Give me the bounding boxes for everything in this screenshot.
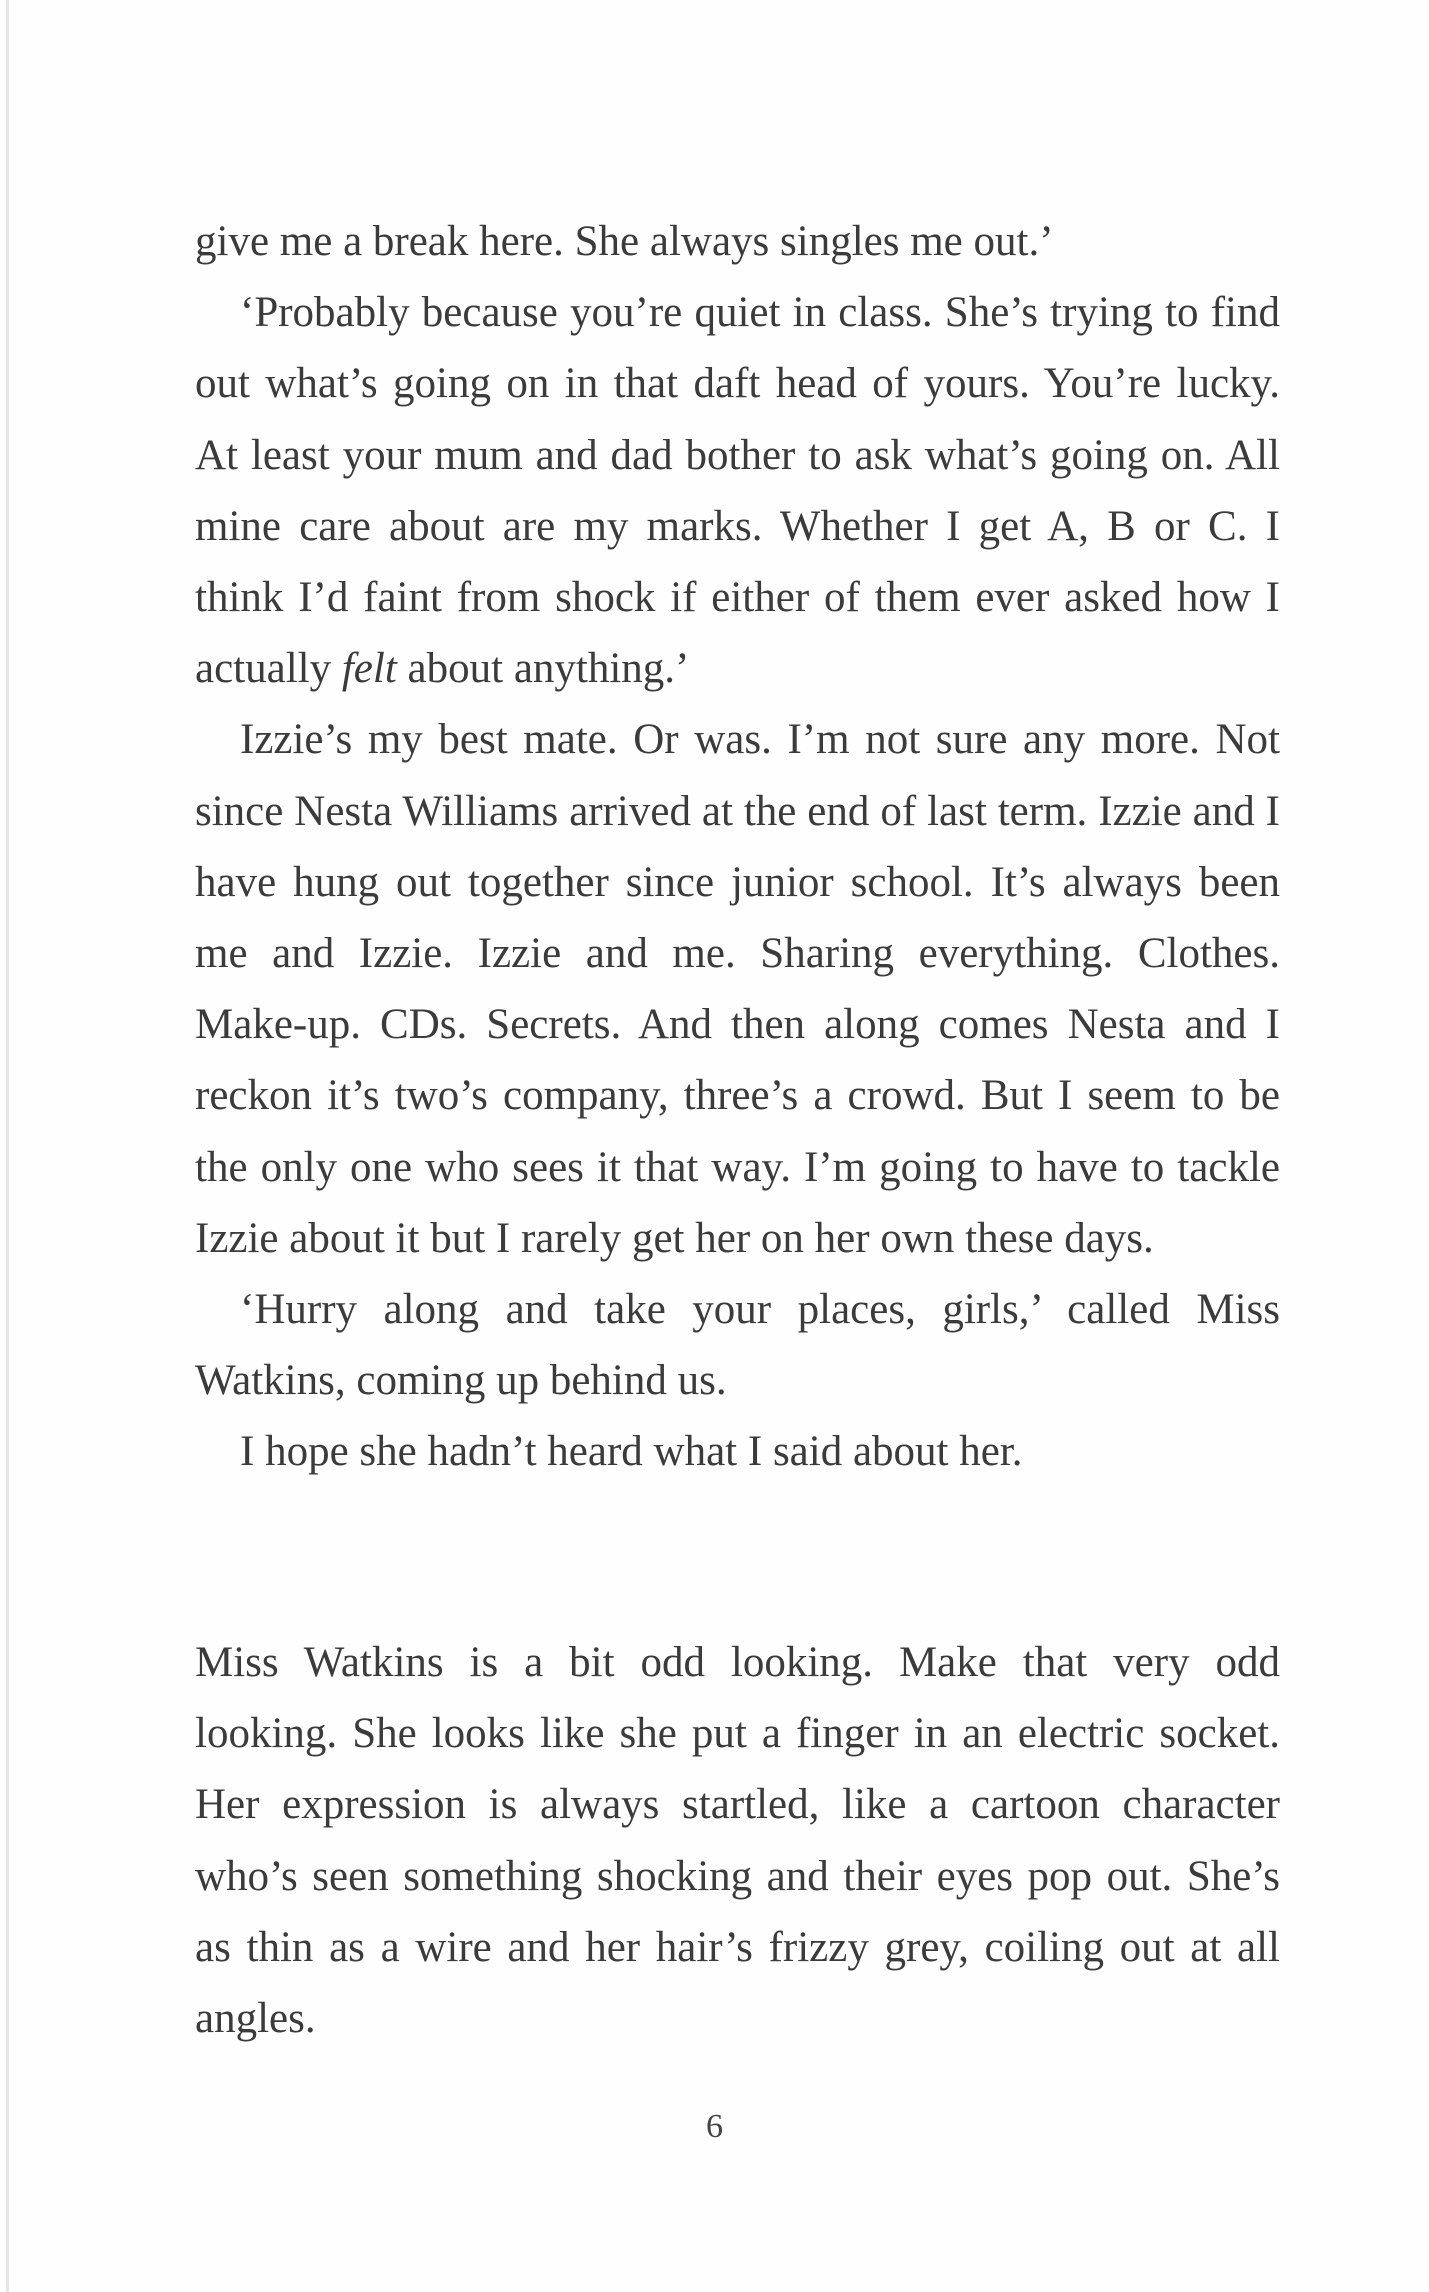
- paragraph-4: ‘Hurry along and take your places, girls,’ called Miss Watkins, coming up behind us.: [195, 1286, 1280, 1405]
- paragraph-5: I hope she hadn’t heard what I said about her.: [240, 1428, 1023, 1476]
- paragraph-6: Miss Watkins is a bit odd looking. Make that very odd looking. She looks like she put a finger in an electric socket. Her expression is always startled, like a cartoon character who’s seen something shocking and their eyes pop out. She’s as thin as a wire and her hair’s frizzy grey, coiling out at all angles.: [195, 1639, 1280, 2043]
- page-binding-edge: [6, 0, 9, 2292]
- paragraph-1: give me a break here. She always singles me out.’: [195, 218, 1054, 265]
- paragraph-2-end: about anything.’: [396, 645, 690, 693]
- paragraph-3: Izzie’s my best mate. Or was. I’m not sure any more. Not since Nesta Williams arrived at the end of last term. Izzie and I have hung out together since junior school. It’s always been me and Izzie. Izzie and me. Sharing everything. Clothes. Make-up. CDs. Secrets. And then along comes Nesta and I reckon it’s two’s company, three’s a crowd. But I seem to be the only one who sees it that way. I’m going to have to tackle Izzie about it but I rarely get her on her own these days.: [195, 716, 1280, 1262]
- paragraph-2: [195, 277, 1280, 704]
- text-section-top: [195, 206, 1280, 1488]
- text-section-bottom: [195, 1627, 1280, 2054]
- italic-word: felt: [341, 645, 397, 693]
- paragraph-2-text: ‘Probably because you’re quiet in class. She’s trying to find out what’s going on in that daft head of yours. You’re lucky. At least your mum and dad bother to ask what’s going on. All mine care about are my marks. Whether I get A, B or C. I think I’d faint from shock if either of them ever asked how I actually: [195, 289, 1280, 693]
- page-number: 6: [706, 2108, 723, 2145]
